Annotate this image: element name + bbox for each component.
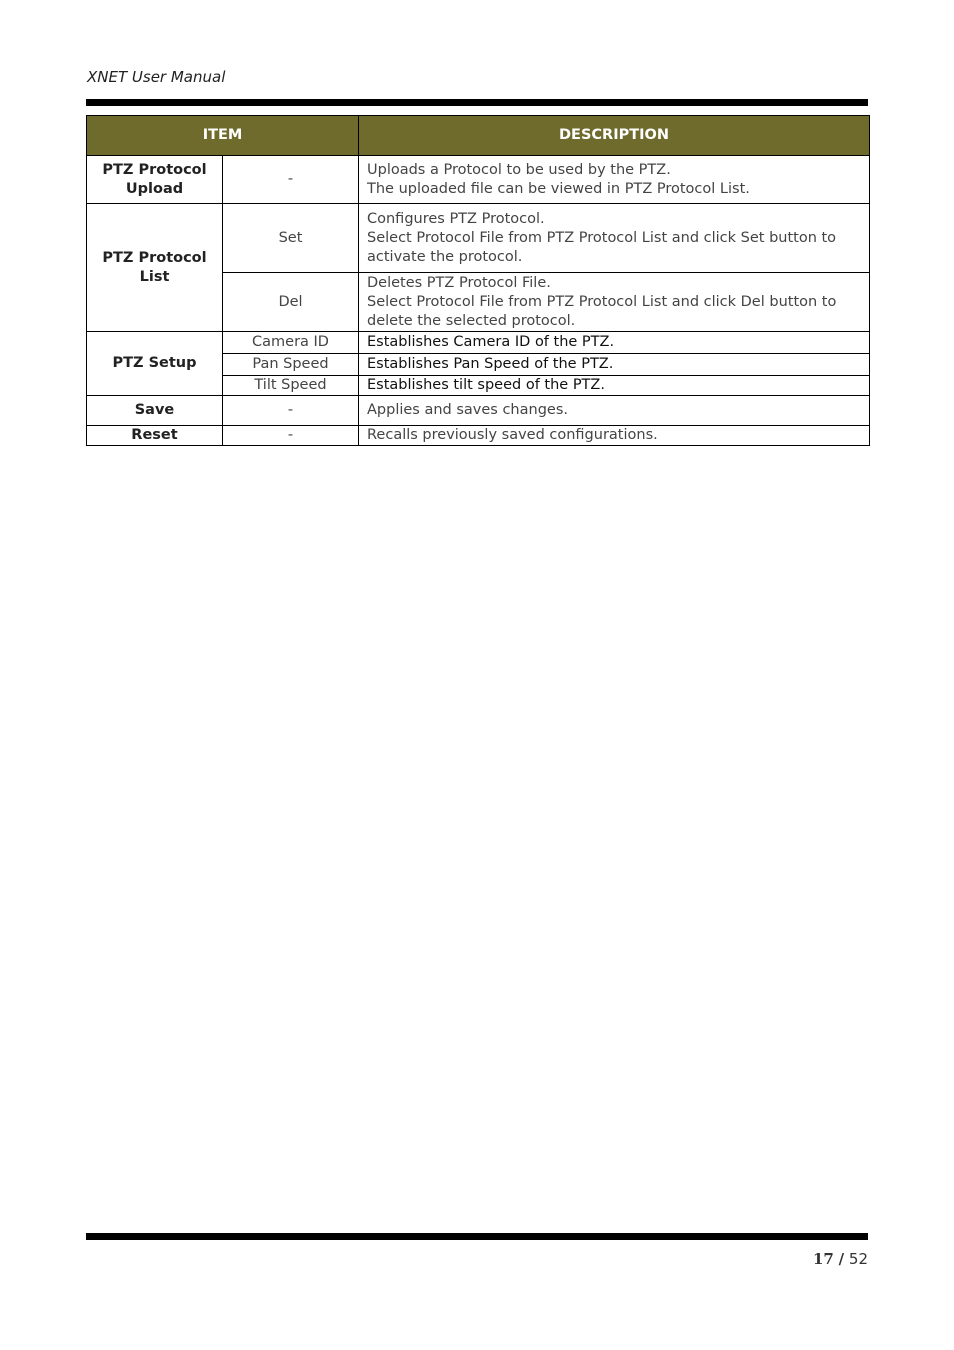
- page-separator: /: [838, 1250, 845, 1268]
- header-rule: [86, 99, 868, 106]
- item-ptz-protocol-upload: PTZ Protocol Upload: [87, 156, 223, 204]
- description: Establishes tilt speed of the PTZ.: [359, 376, 870, 396]
- sub-item-pan-speed: Pan Speed: [223, 354, 359, 376]
- item-reset: Reset: [87, 426, 223, 446]
- sub-item: -: [223, 156, 359, 204]
- description-line: Deletes PTZ Protocol File.: [367, 274, 551, 291]
- header-description: DESCRIPTION: [359, 116, 870, 156]
- description-line: Configures PTZ Protocol.: [367, 210, 545, 227]
- footer-rule: [86, 1233, 868, 1240]
- description: [359, 204, 870, 273]
- table-row: [87, 332, 870, 354]
- description: Applies and saves changes.: [359, 396, 870, 426]
- sub-item-camera-id: Camera ID: [223, 332, 359, 354]
- page-current: 17: [812, 1250, 834, 1268]
- page-total: 52: [848, 1250, 868, 1268]
- table-row: [87, 204, 870, 273]
- sub-item-set: Set: [223, 204, 359, 273]
- description-line: Select Protocol File from PTZ Protocol List and click Del button to: [367, 293, 837, 310]
- item-ptz-protocol-list: PTZ Protocol List: [87, 204, 223, 332]
- description-line: The uploaded file can be viewed in PTZ Protocol List.: [367, 180, 750, 197]
- description: [359, 156, 870, 204]
- description: Establishes Pan Speed of the PTZ.: [359, 354, 870, 376]
- table-row: [87, 396, 870, 426]
- description-line: Uploads a Protocol to be used by the PTZ.: [367, 161, 671, 178]
- page-number: [813, 1250, 868, 1268]
- table-header-row: [87, 116, 870, 156]
- description-line: activate the protocol.: [367, 248, 523, 265]
- table-row: [87, 156, 870, 204]
- sub-item-tilt-speed: Tilt Speed: [223, 376, 359, 396]
- description: Recalls previously saved configurations.: [359, 426, 870, 446]
- description: Establishes Camera ID of the PTZ.: [359, 332, 870, 354]
- sub-item-del: Del: [223, 273, 359, 332]
- table-row: [87, 426, 870, 446]
- description: [359, 273, 870, 332]
- manual-title: XNET User Manual: [87, 68, 226, 86]
- item-save: Save: [87, 396, 223, 426]
- sub-item: -: [223, 426, 359, 446]
- description-line: delete the selected protocol.: [367, 312, 576, 329]
- item-ptz-setup: PTZ Setup: [87, 332, 223, 396]
- header-item: ITEM: [87, 116, 359, 156]
- description-line: Select Protocol File from PTZ Protocol List and click Set button to: [367, 229, 837, 246]
- sub-item: -: [223, 396, 359, 426]
- ptz-settings-table: [86, 115, 870, 446]
